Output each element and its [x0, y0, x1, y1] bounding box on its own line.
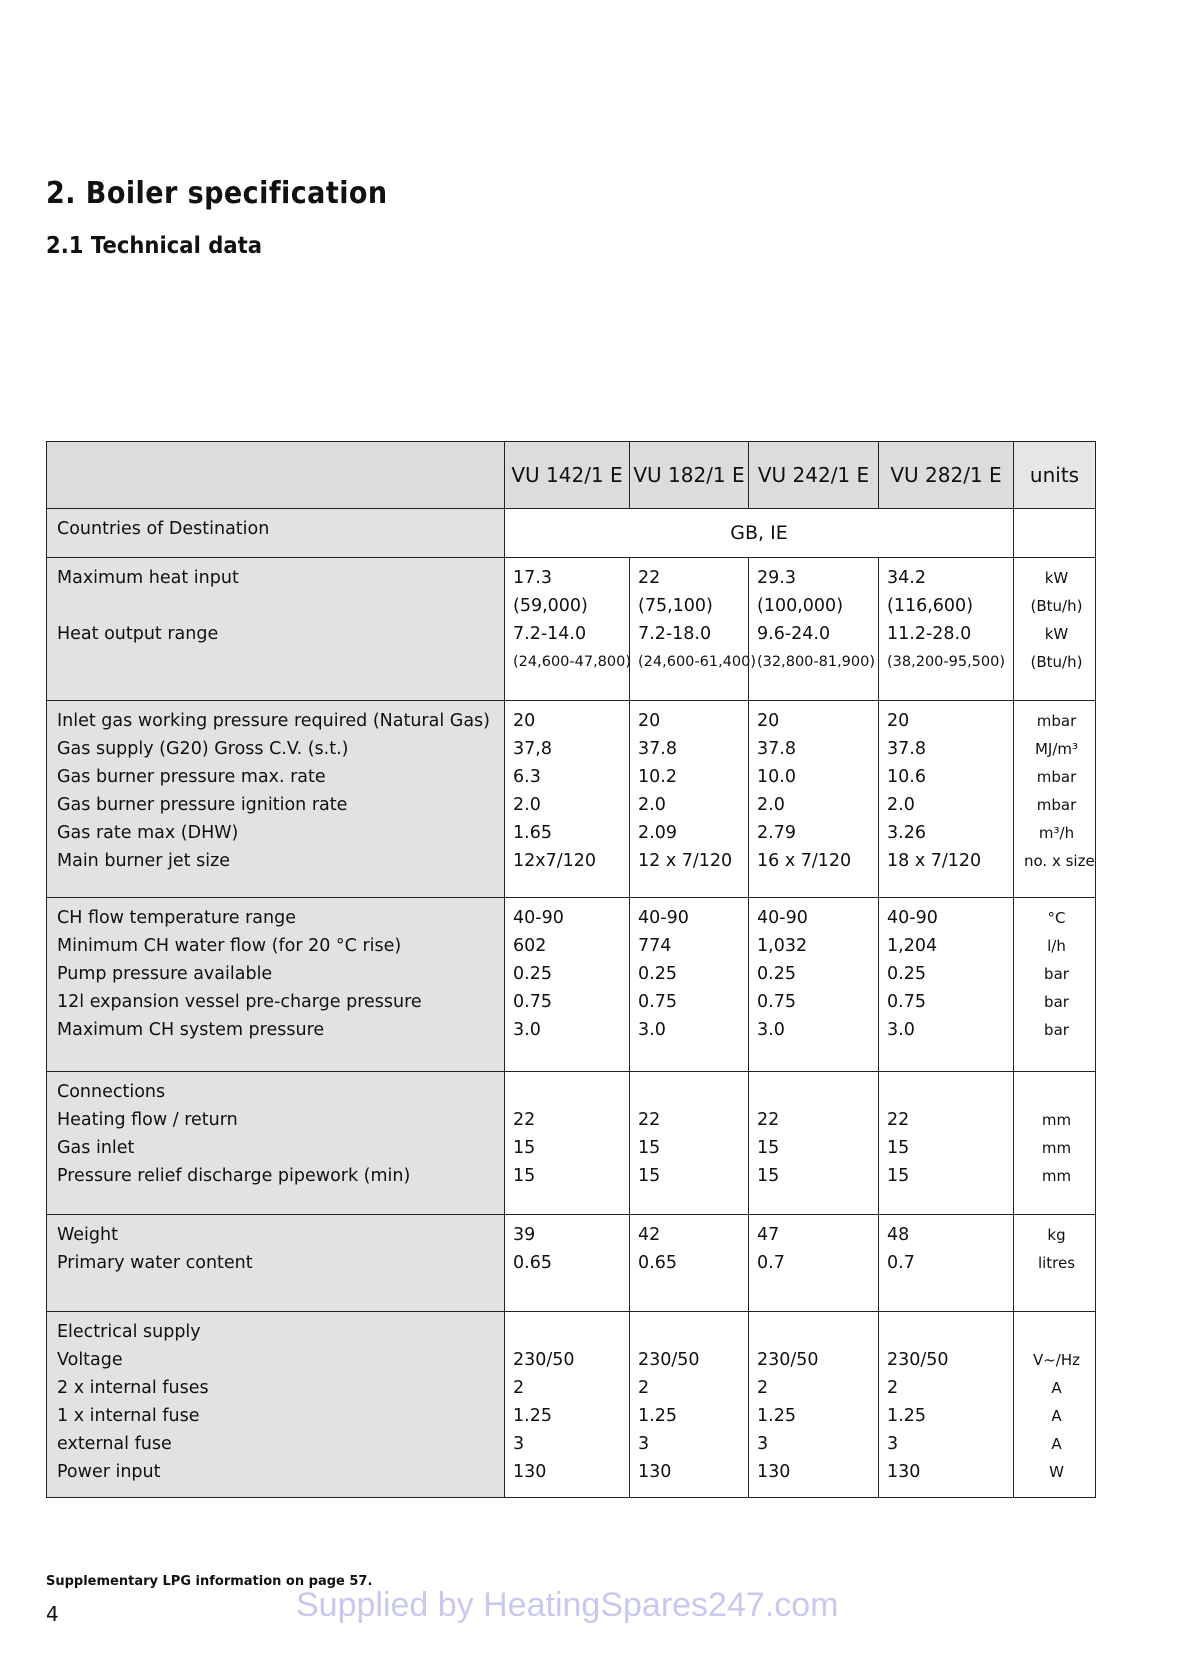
- cell-value: 230/50: [638, 1350, 700, 1370]
- value-cell: [505, 1072, 630, 1215]
- cell-value: 29.3: [757, 568, 796, 588]
- cell-value: (100,000): [757, 596, 844, 616]
- unit-value: litres: [1037, 1254, 1076, 1272]
- cell-value: 15: [513, 1138, 536, 1158]
- unit-value: m³/h: [1038, 824, 1075, 842]
- cell-value: 3.26: [887, 823, 926, 843]
- page-number: 4: [46, 1602, 59, 1626]
- label-cell: [47, 558, 505, 701]
- cell-value: (32,800-81,900): [757, 654, 876, 670]
- row-label: external fuse: [57, 1434, 172, 1454]
- unit-value: A: [1051, 1435, 1062, 1453]
- row-label: 1 x internal fuse: [57, 1406, 200, 1426]
- cell-value: 602: [513, 936, 547, 956]
- row-label: Gas inlet: [57, 1138, 135, 1158]
- value-cell: [630, 558, 757, 701]
- cell-value: 12x7/120: [513, 851, 597, 871]
- row-label: Inlet gas working pressure required (Natural Gas): [57, 711, 490, 731]
- label-cell: [47, 898, 505, 1072]
- unit-value: [1024, 1078, 1089, 1106]
- unit-value: no. x size: [1024, 852, 1095, 870]
- cell-value: 18 x 7/120: [887, 851, 982, 871]
- cell-value: 1.25: [513, 1406, 552, 1426]
- unit-value: MJ/m³: [1034, 740, 1079, 758]
- row-label: Maximum CH system pressure: [57, 1020, 325, 1040]
- column-header: VU 182/1 E: [630, 442, 749, 509]
- cell-value: 40-90: [887, 908, 938, 928]
- unit-value: A: [1051, 1379, 1062, 1397]
- cell-value: 15: [638, 1166, 661, 1186]
- cell-value: 0.75: [513, 992, 552, 1012]
- header-row: [47, 442, 1096, 509]
- unit-value: kg: [1047, 1226, 1066, 1244]
- cell-value: (59,000): [513, 596, 588, 616]
- value-cell: [879, 701, 1014, 898]
- page-heading: 2. Boiler specification: [46, 176, 388, 211]
- cell-value: 0.25: [887, 964, 926, 984]
- cell-value: 2.0: [513, 795, 541, 815]
- row-label: Pump pressure available: [57, 964, 273, 984]
- cell-value: 37.8: [757, 739, 796, 759]
- cell-value: 1.25: [638, 1406, 677, 1426]
- units-cell: [1014, 1312, 1096, 1498]
- column-header: VU 282/1 E: [879, 442, 1014, 509]
- row-label: Minimum CH water flow (for 20 °C rise): [57, 936, 402, 956]
- cell-value: 15: [513, 1166, 536, 1186]
- value-cell: [879, 558, 1014, 701]
- cell-value: 230/50: [513, 1350, 575, 1370]
- cell-value: (24,600-47,800): [513, 654, 632, 670]
- value-cell: [749, 898, 879, 1072]
- column-header: VU 142/1 E: [505, 442, 630, 509]
- value-cell: [505, 558, 630, 701]
- cell-value: 2: [757, 1378, 769, 1398]
- spec-group-row: [47, 1312, 1096, 1498]
- value-cell: [749, 701, 879, 898]
- unit-value: [1024, 1318, 1089, 1346]
- cell-value: 15: [887, 1166, 910, 1186]
- cell-value: 22: [638, 568, 661, 588]
- cell-value: 37.8: [887, 739, 926, 759]
- value-cell: [879, 898, 1014, 1072]
- cell-value: [513, 1078, 623, 1106]
- spec-group-row: [47, 1215, 1096, 1312]
- cell-value: 37,8: [513, 739, 552, 759]
- spec-group-row: [47, 898, 1096, 1072]
- cell-value: [757, 1318, 872, 1346]
- row-label: Heat output range: [57, 624, 219, 644]
- value-cell: [749, 1215, 879, 1312]
- cell-value: 12 x 7/120: [638, 851, 733, 871]
- cell-value: 1.25: [757, 1406, 796, 1426]
- cell-value: (116,600): [887, 596, 974, 616]
- cell-value: 2.0: [638, 795, 666, 815]
- value-cell: [879, 1215, 1014, 1312]
- row-label: 12l expansion vessel pre-charge pressure: [57, 992, 422, 1012]
- value-cell: [630, 1312, 749, 1498]
- cell-value: 3.0: [887, 1020, 915, 1040]
- cell-value: 11.2-28.0: [887, 624, 972, 644]
- row-label: [57, 592, 498, 620]
- cell-value: 40-90: [638, 908, 689, 928]
- cell-value: [887, 1078, 1007, 1106]
- cell-value: 15: [757, 1138, 780, 1158]
- cell-value: 3.0: [638, 1020, 666, 1040]
- technical-data-table: [46, 441, 1096, 1498]
- row-label: Maximum heat input: [57, 568, 239, 588]
- unit-value: bar: [1044, 993, 1069, 1011]
- footnote: Supplementary LPG information on page 57.: [46, 1574, 373, 1589]
- cell-value: 47: [757, 1225, 780, 1245]
- row-label: Gas rate max (DHW): [57, 823, 239, 843]
- cell-value: 10.6: [887, 767, 926, 787]
- cell-value: 3: [513, 1434, 525, 1454]
- cell-value: 2.79: [757, 823, 796, 843]
- unit-value: mm: [1041, 1111, 1072, 1129]
- value-cell: [505, 1215, 630, 1312]
- units-cell: [1014, 1072, 1096, 1215]
- cell-value: 20: [887, 711, 910, 731]
- cell-value: [638, 1318, 742, 1346]
- unit-value: kW: [1044, 625, 1069, 643]
- watermark: Supplied by HeatingSpares247.com: [296, 1586, 839, 1624]
- row-label: CH flow temperature range: [57, 908, 296, 928]
- cell-value: 1.65: [513, 823, 552, 843]
- unit-value: °C: [1047, 909, 1066, 927]
- cell-value: 40-90: [513, 908, 564, 928]
- row-label: Heating flow / return: [57, 1110, 238, 1130]
- value-cell: [630, 701, 749, 898]
- cell-value: 130: [513, 1462, 547, 1482]
- unit-value: bar: [1044, 1021, 1069, 1039]
- units-cell: [1014, 558, 1096, 701]
- cell-value: 3.0: [513, 1020, 541, 1040]
- cell-value: 15: [887, 1138, 910, 1158]
- cell-value: [887, 1318, 1007, 1346]
- cell-value: 0.7: [887, 1253, 915, 1273]
- unit-value: kW: [1044, 569, 1069, 587]
- units-cell: [1014, 701, 1096, 898]
- value-cell: [749, 558, 879, 701]
- cell-value: 22: [638, 1110, 661, 1130]
- cell-value: 10.0: [757, 767, 796, 787]
- value-cell: [630, 1072, 749, 1215]
- row-label: Voltage: [57, 1350, 123, 1370]
- spec-group-row: [47, 701, 1096, 898]
- label-cell: [47, 1072, 505, 1215]
- cell-value: 2.0: [757, 795, 785, 815]
- unit-value: bar: [1044, 965, 1069, 983]
- unit-value: W: [1049, 1463, 1064, 1481]
- value-cell: [505, 898, 630, 1072]
- cell-value: 20: [513, 711, 536, 731]
- cell-value: [757, 1078, 872, 1106]
- cell-value: 17.3: [513, 568, 552, 588]
- unit-value: mbar: [1036, 768, 1077, 786]
- cell-value: 15: [638, 1138, 661, 1158]
- row-label: Pressure relief discharge pipework (min): [57, 1166, 411, 1186]
- cell-value: (24,600-61,400): [638, 654, 757, 670]
- cell-value: 130: [638, 1462, 672, 1482]
- unit-value: mm: [1041, 1139, 1072, 1157]
- destination-label-cell: [47, 509, 505, 558]
- cell-value: 0.25: [513, 964, 552, 984]
- value-cell: [630, 1215, 749, 1312]
- unit-value: mbar: [1036, 796, 1077, 814]
- label-cell: [47, 701, 505, 898]
- cell-value: 37.8: [638, 739, 677, 759]
- cell-value: 130: [887, 1462, 921, 1482]
- cell-value: 7.2-14.0: [513, 624, 587, 644]
- cell-value: 0.25: [757, 964, 796, 984]
- cell-value: 3: [757, 1434, 769, 1454]
- column-header-units: units: [1014, 442, 1096, 509]
- cell-value: 3: [887, 1434, 899, 1454]
- cell-value: 230/50: [757, 1350, 819, 1370]
- cell-value: 0.75: [887, 992, 926, 1012]
- row-label: Power input: [57, 1462, 161, 1482]
- row-label: Gas burner pressure max. rate: [57, 767, 326, 787]
- cell-value: 2.09: [638, 823, 677, 843]
- cell-value: 7.2-18.0: [638, 624, 712, 644]
- header-blank: [47, 442, 505, 509]
- cell-value: 230/50: [887, 1350, 949, 1370]
- row-label: 2 x internal fuses: [57, 1378, 209, 1398]
- units-cell: [1014, 898, 1096, 1072]
- cell-value: 3: [638, 1434, 650, 1454]
- cell-value: 15: [757, 1166, 780, 1186]
- section-heading: 2.1 Technical data: [46, 233, 263, 259]
- row-label: Gas burner pressure ignition rate: [57, 795, 348, 815]
- cell-value: 6.3: [513, 767, 541, 787]
- cell-value: [513, 1318, 623, 1346]
- cell-value: 1,204: [887, 936, 938, 956]
- column-header: VU 242/1 E: [749, 442, 879, 509]
- value-cell: [879, 1312, 1014, 1498]
- cell-value: 16 x 7/120: [757, 851, 852, 871]
- row-label: Countries of Destination: [57, 519, 270, 539]
- cell-value: (38,200-95,500): [887, 654, 1006, 670]
- cell-value: 40-90: [757, 908, 808, 928]
- value-cell: [749, 1072, 879, 1215]
- cell-value: 39: [513, 1225, 536, 1245]
- value-cell: [505, 1312, 630, 1498]
- cell-value: [638, 1078, 742, 1106]
- cell-value: 0.75: [638, 992, 677, 1012]
- unit-value: V~/Hz: [1032, 1351, 1081, 1369]
- cell-value: 9.6-24.0: [757, 624, 831, 644]
- value-cell: [630, 898, 749, 1072]
- cell-value: (75,100): [638, 596, 713, 616]
- cell-value: 0.65: [638, 1253, 677, 1273]
- cell-value: 0.25: [638, 964, 677, 984]
- cell-value: 22: [513, 1110, 536, 1130]
- cell-value: 22: [887, 1110, 910, 1130]
- units-cell: [1014, 1215, 1096, 1312]
- cell-value: 130: [757, 1462, 791, 1482]
- value-cell: [879, 1072, 1014, 1215]
- cell-value: 20: [757, 711, 780, 731]
- cell-value: 22: [757, 1110, 780, 1130]
- unit-value: A: [1051, 1407, 1062, 1425]
- unit-value: l/h: [1047, 937, 1066, 955]
- destination-row: [47, 509, 1096, 558]
- row-label: Electrical supply: [57, 1322, 201, 1342]
- row-label: Gas supply (G20) Gross C.V. (s.t.): [57, 739, 349, 759]
- cell-value: 0.75: [757, 992, 796, 1012]
- cell-value: 0.7: [757, 1253, 785, 1273]
- value-cell: [749, 1312, 879, 1498]
- destination-units-cell: [1014, 509, 1096, 558]
- unit-value: (Btu/h): [1030, 653, 1083, 671]
- row-label: Main burner jet size: [57, 851, 231, 871]
- cell-value: 34.2: [887, 568, 926, 588]
- cell-value: 10.2: [638, 767, 677, 787]
- cell-value: 1,032: [757, 936, 808, 956]
- destination-value: GB, IE: [505, 509, 1014, 558]
- cell-value: 42: [638, 1225, 661, 1245]
- label-cell: [47, 1215, 505, 1312]
- unit-value: mbar: [1036, 712, 1077, 730]
- row-label: Weight: [57, 1225, 118, 1245]
- value-cell: [505, 701, 630, 898]
- cell-value: 1.25: [887, 1406, 926, 1426]
- cell-value: 2: [887, 1378, 899, 1398]
- unit-value: (Btu/h): [1030, 597, 1083, 615]
- cell-value: 2.0: [887, 795, 915, 815]
- cell-value: 774: [638, 936, 672, 956]
- spec-group-row: [47, 1072, 1096, 1215]
- cell-value: 3.0: [757, 1020, 785, 1040]
- row-label: Primary water content: [57, 1253, 253, 1273]
- cell-value: 2: [513, 1378, 525, 1398]
- cell-value: 48: [887, 1225, 910, 1245]
- spec-group-row: [47, 558, 1096, 701]
- row-label: [57, 648, 498, 676]
- cell-value: 20: [638, 711, 661, 731]
- cell-value: 2: [638, 1378, 650, 1398]
- cell-value: 0.65: [513, 1253, 552, 1273]
- row-label: Connections: [57, 1082, 166, 1102]
- unit-value: mm: [1041, 1167, 1072, 1185]
- label-cell: [47, 1312, 505, 1498]
